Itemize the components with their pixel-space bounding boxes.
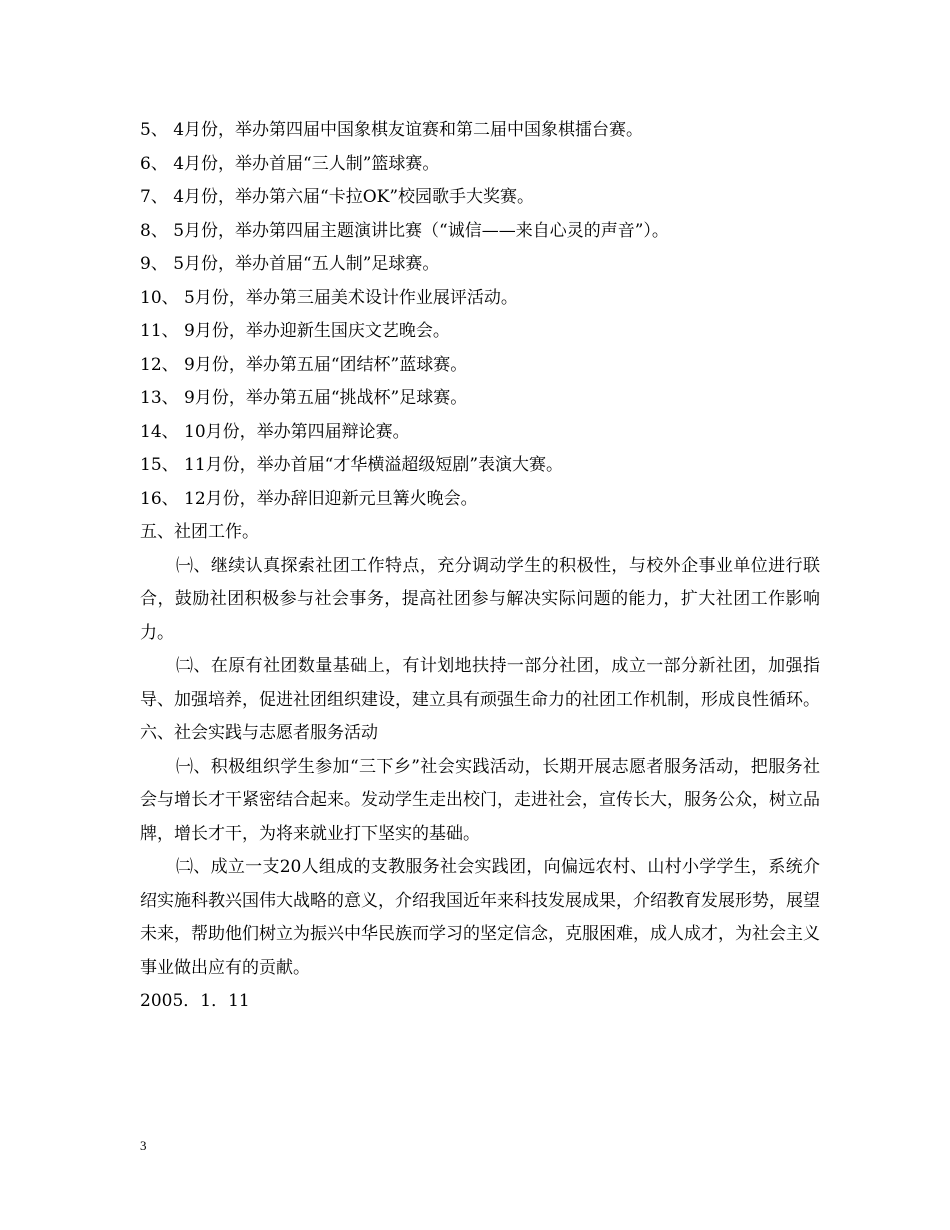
list-item: 5、 4月份，举办第四届中国象棋友谊赛和第二届中国象棋擂台赛。 [140, 120, 644, 140]
list-item: 15、 11月份，举办首届“才华横溢超级短剧”表演大赛。 [140, 455, 564, 475]
section-heading-club-work: 五、社团工作。 [140, 522, 259, 542]
activity-list [140, 114, 820, 516]
list-item: 16、 12月份，举办辞旧迎新元旦篝火晚会。 [140, 488, 478, 509]
list-item: 6、 4月份，举办首届“三人制”篮球赛。 [140, 153, 440, 174]
list-item: 10、 5月份，举办第三届美术设计作业展评活动。 [140, 287, 518, 308]
list-item: 8、 5月份，举办第四届主题演讲比赛（“诚信——来自心灵的声音”）。 [140, 220, 669, 241]
page-number: 3 [140, 1138, 147, 1153]
section-heading-social-practice: 六、社会实践与志愿者服务活动 [140, 723, 378, 743]
list-item: 11、 9月份，举办迎新生国庆文艺晚会。 [140, 321, 450, 341]
paragraph: ㈡、在原有社团数量基础上，有计划地扶持一部分社团，成立一部分新社团，加强指导、加强培养，促进社团组织建设，建立具有顽强生命力的社团工作机制，形成良性循环。 [140, 656, 820, 710]
paragraph: ㈡、成立一支20人组成的支教服务社会实践团，向偏远农村、山村小学学生，系统介绍实施科教兴国伟大战略的意义，介绍我国近年来科技发展成果，介绍教育发展形势，展望未来，帮助他们树立为振兴中华民族而学习的坚定信念，克服困难，成人成才，为社会主义事业做出应有的贡献。 [140, 857, 820, 978]
paragraph: ㈠、继续认真探索社团工作特点，充分调动学生的积极性，与校外企事业单位进行联合，鼓励社团积极参与社会事务，提高社团参与解决实际问题的能力，扩大社团工作影响力。 [140, 555, 820, 643]
document-body [140, 114, 820, 1019]
list-item: 9、 5月份，举办首届“五人制”足球赛。 [140, 254, 440, 274]
list-item: 13、 9月份，举办第五届“挑战杯”足球赛。 [140, 388, 468, 408]
paragraph: ㈠、积极组织学生参加“三下乡”社会实践活动，长期开展志愿者服务活动，把服务社会与增长才干紧密结合起来。发动学生走出校门，走进社会，宣传长大，服务公众，树立品牌，增长才干，为将来就业打下坚实的基础。 [140, 756, 820, 844]
document-date: 2005．1．11 [140, 991, 250, 1011]
list-item: 14、 10月份，举办第四届辩论赛。 [140, 421, 410, 442]
list-item: 12、 9月份，举办第五届“团结杯”蓝球赛。 [140, 354, 468, 375]
list-item: 7、 4月份，举办第六届“卡拉OK”校园歌手大奖赛。 [140, 187, 535, 207]
